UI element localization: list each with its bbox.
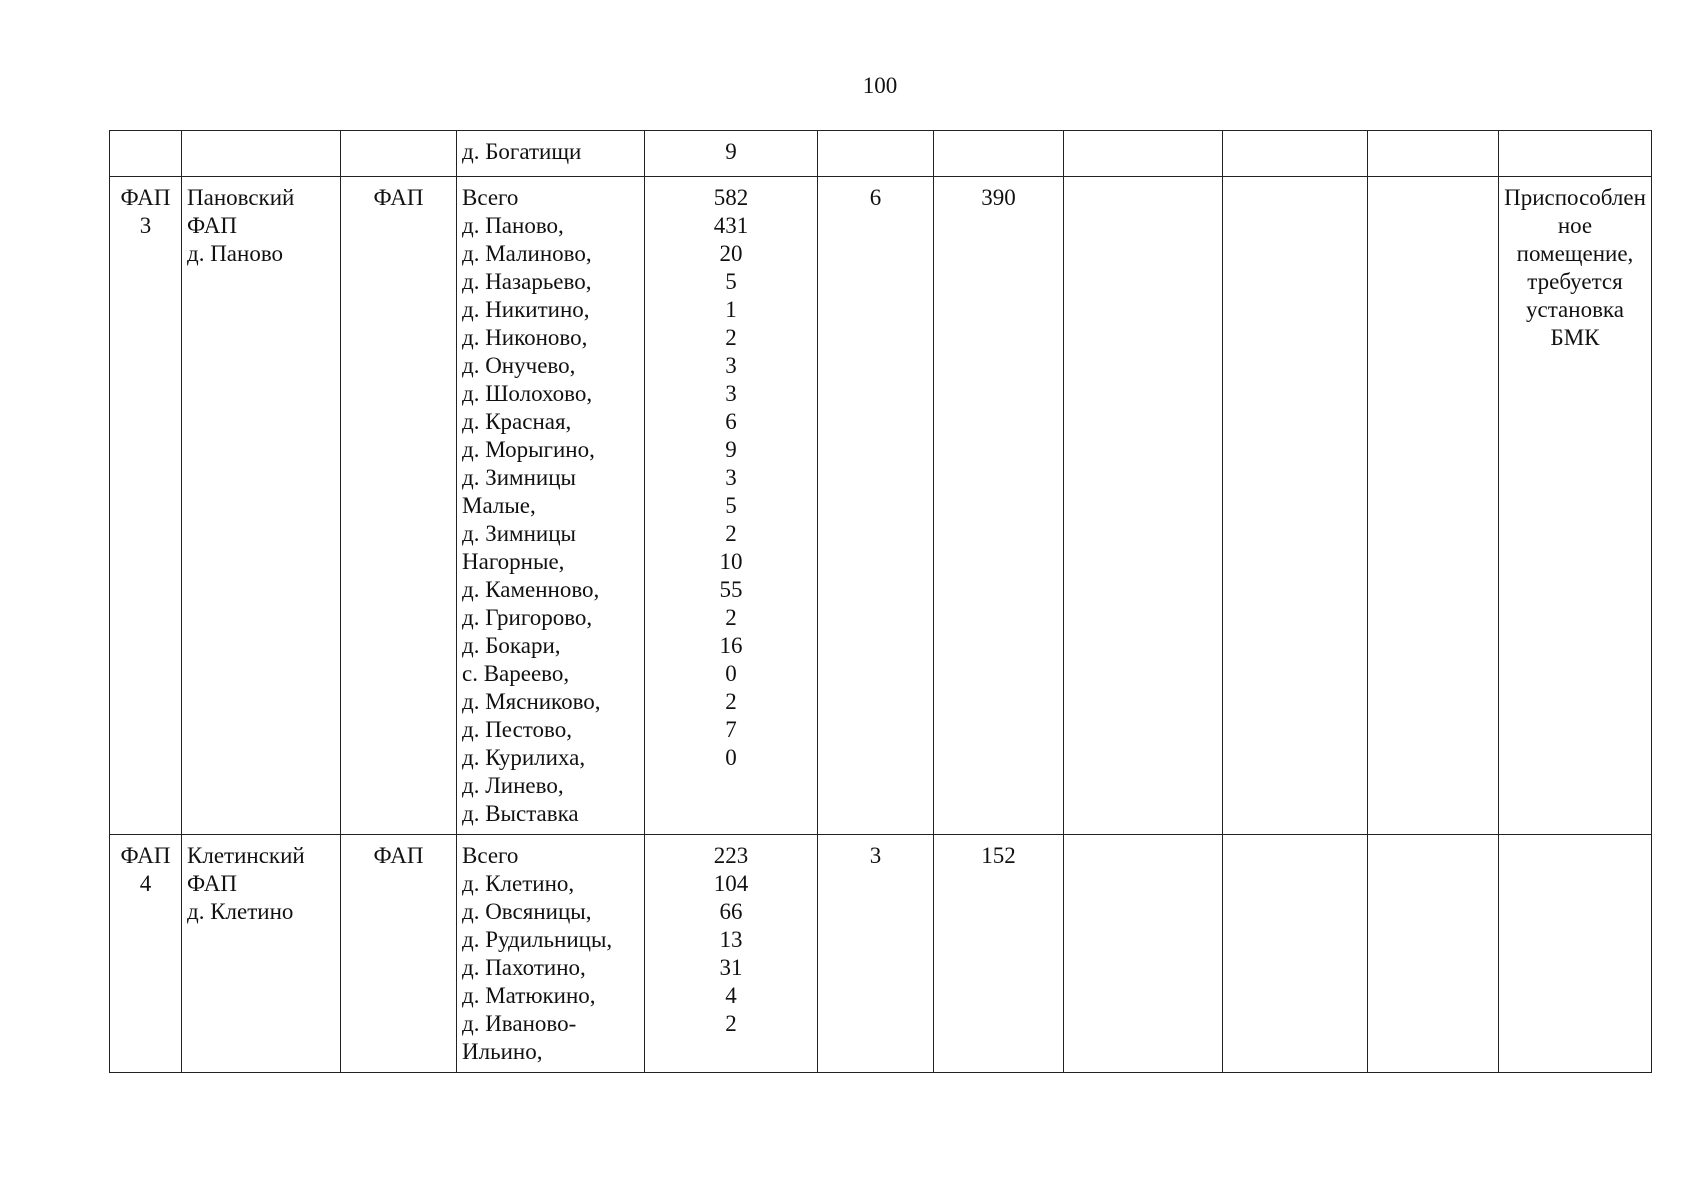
table-cell: [341, 131, 457, 177]
population-value: 4: [725, 983, 737, 1008]
population-value: 5: [725, 493, 737, 518]
population-value: 5: [725, 269, 737, 294]
population-value: 2: [725, 1011, 737, 1036]
population-value: 223: [713, 843, 749, 868]
table-cell: [1223, 835, 1368, 1073]
table-cell: [1064, 131, 1223, 177]
population-value: 9: [725, 437, 737, 462]
facility-id-cell: [110, 177, 182, 835]
settlement-name: д. Пестово,: [462, 717, 573, 742]
table-cell: [1223, 131, 1368, 177]
population-value: 2: [725, 605, 737, 630]
settlement-name: д. Рудильницы,: [462, 927, 613, 952]
population-value: 104: [713, 871, 749, 896]
table-cell: [818, 131, 934, 177]
settlement-name: д. Бокари,: [462, 633, 561, 658]
table-row: [110, 835, 1652, 1073]
facility-name: Пановский ФАП д. Паново: [187, 185, 295, 266]
population-value: 3: [725, 381, 737, 406]
facility-name: Клетинский ФАП д. Клетино: [187, 843, 305, 924]
population-value: 0: [725, 661, 737, 686]
note-text: Приспособлен ное помещение, требуется установка БМК: [1504, 185, 1646, 350]
settlement-name: д. Зимницы Малые,: [462, 465, 576, 518]
table-cell: [1064, 835, 1223, 1073]
settlement-name: с. Вареево,: [462, 661, 570, 686]
settlement-name: д. Григорово,: [462, 605, 593, 630]
population-value: 10: [719, 549, 743, 574]
settlement-name: д. Клетино,: [462, 871, 575, 896]
facility-name-cell: [182, 835, 341, 1073]
population-value: 1: [725, 297, 737, 322]
settlement-name: д. Выставка: [462, 801, 579, 826]
population-value: 3: [725, 353, 737, 378]
col7-cell: 152: [934, 835, 1064, 1073]
table-cell: [934, 131, 1064, 177]
col6-cell: 3: [818, 835, 934, 1073]
population-value: 55: [719, 577, 743, 602]
facility-type-cell: ФАП: [341, 835, 457, 1073]
settlement-name: Всего: [462, 185, 519, 210]
col6-cell: 6: [818, 177, 934, 835]
facility-type-cell: ФАП: [341, 177, 457, 835]
table-cell: [182, 131, 341, 177]
population-value: 6: [725, 409, 737, 434]
population-value: 66: [719, 899, 743, 924]
table-cell: [110, 131, 182, 177]
facility-id-cell: [110, 835, 182, 1073]
population-list: [645, 177, 818, 835]
col7-cell: 390: [934, 177, 1064, 835]
settlement-name: д. Курилиха,: [462, 745, 586, 770]
facility-id: ФАП 3: [120, 185, 171, 238]
settlement-name: д. Назарьево,: [462, 269, 592, 294]
note-cell: [1499, 177, 1652, 835]
settlement-list: [457, 177, 645, 835]
population-value: 13: [719, 927, 743, 952]
settlement-name: д. Онучево,: [462, 353, 576, 378]
page-number: 100: [862, 73, 898, 98]
table-row: [110, 177, 1652, 835]
population-value: 2: [725, 325, 737, 350]
settlement-cell: д. Богатищи: [457, 131, 645, 177]
population-value: 431: [713, 213, 749, 238]
settlement-name: д. Никитино,: [462, 297, 590, 322]
population-value: 31: [719, 955, 743, 980]
settlement-name: д. Шолохово,: [462, 381, 593, 406]
settlement-name: д. Линево,: [462, 773, 564, 798]
settlement-name: д. Малиново,: [462, 241, 592, 266]
settlement-name: д. Зимницы Нагорные,: [462, 521, 576, 574]
population-value: 0: [725, 745, 737, 770]
settlement-name: д. Мясниково,: [462, 689, 601, 714]
settlement-name: Всего: [462, 843, 519, 868]
settlement-name: д. Иваново- Ильино,: [462, 1011, 577, 1064]
settlement-name: д. Каменново,: [462, 577, 600, 602]
population-value: 2: [725, 689, 737, 714]
settlement-list: [457, 835, 645, 1073]
continuation-row: [110, 131, 1652, 177]
population-list: [645, 835, 818, 1073]
settlement-name: д. Никоново,: [462, 325, 588, 350]
table-cell: [1368, 177, 1499, 835]
note-cell: [1499, 835, 1652, 1073]
settlement-name: д. Красная,: [462, 409, 572, 434]
facility-name-cell: [182, 177, 341, 835]
population-value: 582: [713, 185, 749, 210]
population-value: 7: [725, 717, 737, 742]
population-value: 16: [719, 633, 743, 658]
population-value: 20: [719, 241, 743, 266]
table-cell: [1223, 177, 1368, 835]
table-cell: [1368, 131, 1499, 177]
settlement-name: д. Матюкино,: [462, 983, 596, 1008]
population-cell: 9: [645, 131, 818, 177]
population-value: 2: [725, 521, 737, 546]
population-value: 3: [725, 465, 737, 490]
settlement-name: д. Морыгино,: [462, 437, 595, 462]
table-cell: [1368, 835, 1499, 1073]
settlement-name: д. Овсяницы,: [462, 899, 592, 924]
settlement-name: д. Пахотино,: [462, 955, 586, 980]
settlement-name: д. Паново,: [462, 213, 564, 238]
facilities-table: [109, 130, 1652, 1073]
facility-id: ФАП 4: [120, 843, 171, 896]
table-cell: [1499, 131, 1652, 177]
table-cell: [1064, 177, 1223, 835]
